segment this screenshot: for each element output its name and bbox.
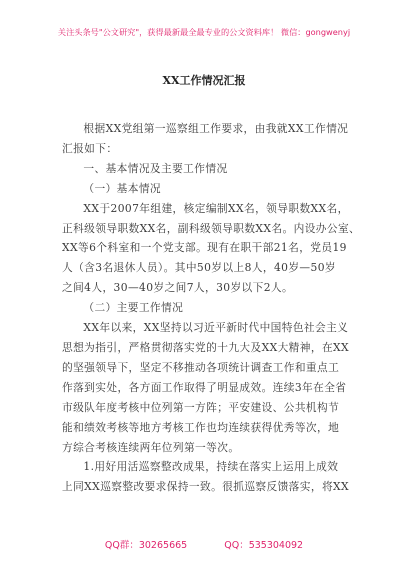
paragraph-line: 思想为指引，严格贯彻落实党的十九大及XX大精神，在XX — [62, 340, 350, 354]
subsection-heading: （二）主要工作情况 — [83, 301, 184, 315]
paragraph-line: XX于2007年组建，核定编制XX名，领导职数XX名， — [83, 201, 349, 215]
document-body — [62, 119, 361, 497]
paragraph-line: XX年以来，XX坚持以习近平新时代中国特色社会主义 — [83, 321, 349, 335]
page-title: XX工作情况汇报 — [162, 74, 246, 87]
section-heading: 一、基本情况及主要工作情况 — [83, 161, 228, 175]
paragraph-line: 之间4人，30—40岁之间7人，30岁以下2人。 — [62, 281, 294, 295]
paragraph-line: 根据XX党组第一巡察组工作要求，由我就XX工作情况 — [83, 122, 349, 135]
paragraph-line: 作落到实处，各方面工作取得了明显成效。连续3年在全省 — [62, 380, 347, 394]
paragraph-line: 能和绩效考核等地方考核工作也均连续获得优秀等次，地 — [62, 420, 340, 434]
paragraph-line: 上同XX巡察整改要求保持一致。很抓巡察反馈落实，将XX — [62, 480, 350, 494]
footer-qq: QQ：535304092 — [224, 540, 304, 551]
paragraph-line: 1.用好用活巡察整改成果，持续在落实上运用上成效 — [83, 460, 339, 474]
paragraph-line: 人（含3名退休人员）。其中50岁以上8人，40岁—50岁 — [62, 261, 336, 275]
footer-contact — [0, 537, 408, 551]
paragraph-line: XX等6个科室和一个党支部。现有在职干部21名，党员19 — [62, 241, 347, 255]
paragraph-line: 汇报如下： — [62, 141, 118, 155]
footer-qq-group: QQ群：30265665 — [104, 540, 188, 551]
paragraph-line: 市级队年度考核中位列第一方阵；平安建设、公共机构节 — [62, 400, 340, 414]
header-banner: 关注头条号"公文研究"，获得最新最全最专业的公文资料库！ 微信：gongwenyj — [57, 27, 351, 37]
paragraph-line: 的坚强领导下，坚定不移推动各项统计调查工作和重点工 — [62, 360, 340, 374]
paragraph-line: 正科级领导职数XX名，副科级领导职数XX名。内设办公室、 — [62, 221, 361, 235]
paragraph-line: 方综合考核连续两年位列第一等次。 — [62, 440, 240, 454]
subsection-heading: （一）基本情况 — [83, 181, 162, 195]
